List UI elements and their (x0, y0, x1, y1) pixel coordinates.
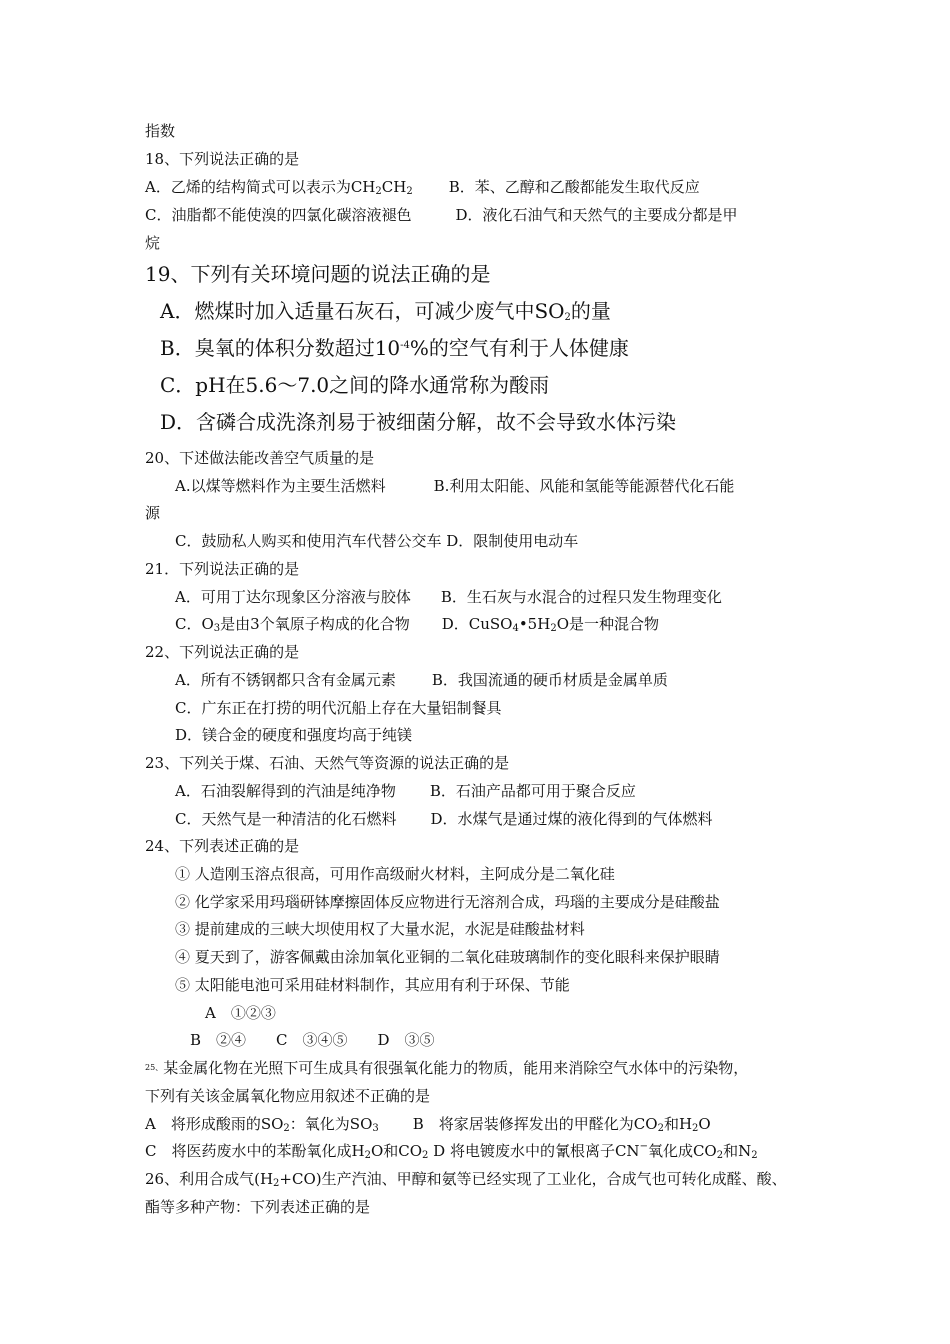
question-25-options-cd: C 将医药废水中的苯酚氧化成$H_2O$和$CO_2$ D 将电镀废水中的氰根离子CN−氧化成$CO_2$和$N_2$ (145, 1141, 758, 1161)
question-18-options-ab: A．乙烯的结构简式可以表示为$CH_2CH_2$ B．苯、乙醇和乙酸都能发生取代反应 (145, 178, 700, 197)
question-19-stem: 19、下列有关环境问题的说法正确的是 (145, 262, 491, 286)
question-25-stem: $^{25、}$某金属化物在光照下可生成具有很强氧化能力的物质，能用来消除空气水体中的污染物， (145, 1059, 749, 1077)
text-line: 烷 (145, 234, 161, 252)
question-25-stem-cont: 下列有关该金属氧化物应用叙述不正确的是 (145, 1087, 431, 1105)
question-22-stem: 22、下列说法正确的是 (145, 643, 300, 661)
question-19-option-a: A．燃煤时加入适量石灰石，可减少废气中$SO_2$的量 (160, 299, 611, 323)
question-18-stem: 18、下列说法正确的是 (145, 150, 300, 168)
question-23-stem: 23、下列关于煤、石油、天然气等资源的说法正确的是 (145, 754, 510, 772)
question-18-options-cd: C．油脂都不能使溴的四氯化碳溶液褪色 D．液化石油气和天然气的主要成分都是甲 (145, 206, 738, 224)
question-24-statement-5: ⑤ 太阳能电池可采用硅材料制作，其应用有利于环保、节能 (175, 976, 570, 994)
question-24-statement-4: ④ 夏天到了，游客佩戴由涂加氧化亚铜的二氧化硅玻璃制作的变化眼科来保护眼睛 (175, 948, 720, 966)
question-26-stem-cont: 酯等多种产物：下列表述正确的是 (145, 1198, 371, 1216)
question-21-options-cd: C．$O_3$是由3个氧原子构成的化合物 D．$CuSO_4•5H_2O$是一种混合物 (175, 615, 659, 634)
question-19-option-d: D．含磷合成洗涤剂易于被细菌分解，故不会导致水体污染 (160, 410, 677, 434)
question-24-options-bcd: B ②④ C ③④⑤ D ③⑤ (190, 1031, 435, 1049)
question-20-stem: 20、下述做法能改善空气质量的是 (145, 449, 375, 467)
question-23-options-ab: A．石油裂解得到的汽油是纯净物 B．石油产品都可用于聚合反应 (175, 782, 636, 800)
question-20-options-cd: C．鼓励私人购买和使用汽车代替公交车 D．限制使用电动车 (175, 532, 579, 550)
question-22-option-d: D．镁合金的硬度和强度均高于纯镁 (175, 726, 413, 744)
question-23-options-cd: C．天然气是一种清洁的化石燃料 D．水煤气是通过煤的液化得到的气体燃料 (175, 810, 713, 828)
question-24-statement-1: ① 人造刚玉溶点很高，可用作高级耐火材料，主阿成分是二氧化硅 (175, 865, 615, 883)
question-19-option-c: C．pH在5.6～7.0之间的降水通常称为酸雨 (160, 373, 550, 397)
text-line: 源 (145, 504, 161, 522)
question-24-stem: 24、下列表述正确的是 (145, 837, 300, 855)
question-19-option-b: B．臭氧的体积分数超过$10^{-4}\%$的空气有利于人体健康 (160, 336, 629, 360)
question-24-statement-3: ③ 提前建成的三峡大坝使用权了大量水泥，水泥是硅酸盐材料 (175, 920, 585, 938)
question-24-option-a: A ①②③ (205, 1004, 276, 1022)
question-24-statement-2: ② 化学家采用玛瑙研钵摩擦固体反应物进行无溶剂合成，玛瑙的主要成分是硅酸盐 (175, 893, 720, 911)
question-22-option-c: C．广东正在打捞的明代沉船上存在大量铝制餐具 (175, 699, 502, 717)
question-25-options-ab: A 将形成酸雨的$SO_2$：氧化为$SO_3$ B 将家居装修挥发出的甲醛化为$CO_2$和$H_2O$ (145, 1115, 711, 1134)
question-20-options-ab: A.以煤等燃料作为主要生活燃料 B.利用太阳能、风能和氢能等能源替代化石能 (175, 477, 735, 495)
question-22-options-ab: A．所有不锈钢都只含有金属元素 B．我国流通的硬币材质是金属单质 (175, 671, 668, 689)
question-21-stem: 21．下列说法正确的是 (145, 560, 300, 578)
question-26-stem: 26、利用合成气$(H_2+CO)$生产汽油、甲醇和氨等已经实现了工业化，合成气也可转化成醛、酸、 (145, 1170, 787, 1189)
text-line: 指数 (145, 122, 176, 140)
question-21-options-ab: A．可用丁达尔现象区分溶液与胶体 B．生石灰与水混合的过程只发生物理变化 (175, 588, 722, 606)
